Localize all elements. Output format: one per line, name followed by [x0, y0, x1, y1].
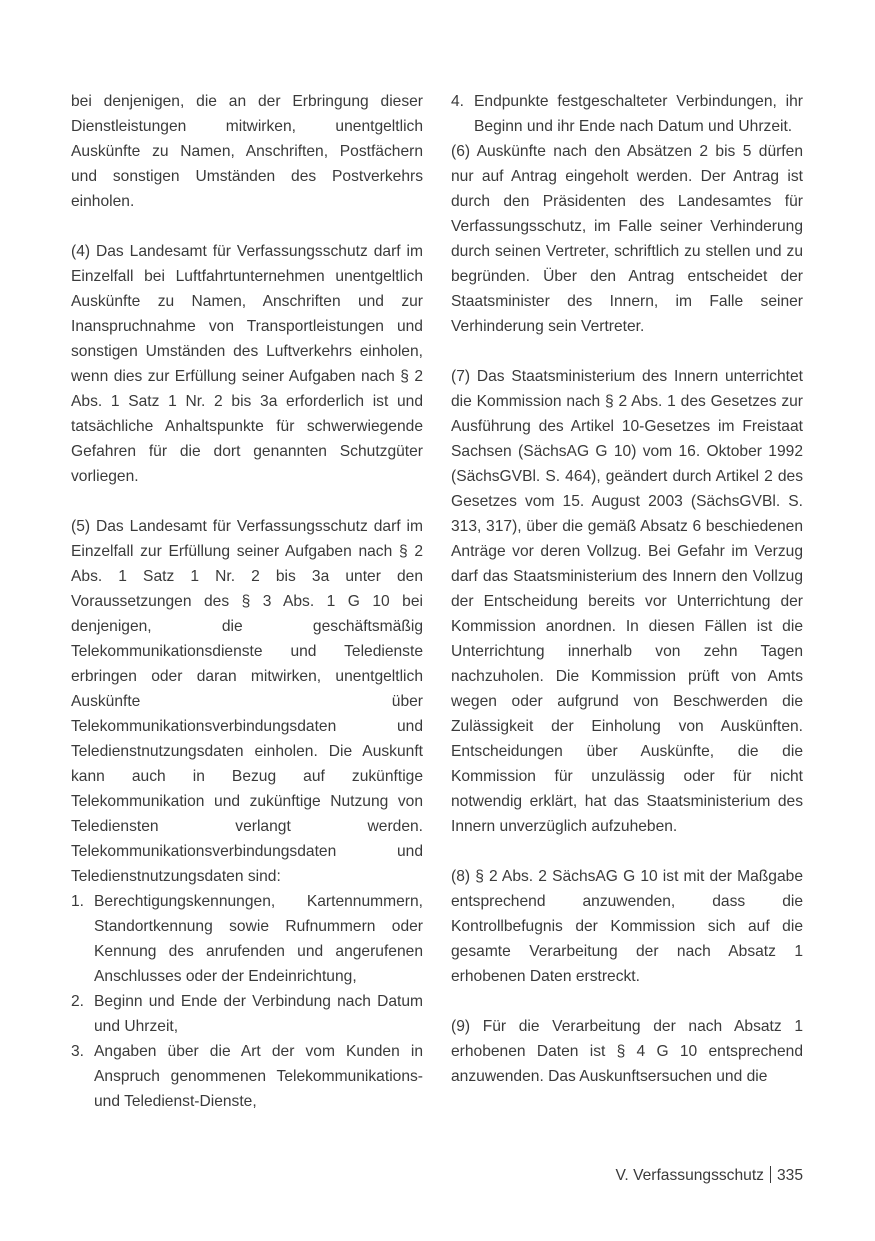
list-item-text: Berechtigungskennungen, Kartennummern, Standortkennung sowie Rufnummern oder Kennung des anrufenden und angerufenen Anschlusses oder der Endeinrichtung, [94, 893, 423, 985]
page-footer [451, 1165, 803, 1187]
left-column [71, 89, 423, 1114]
data-list-right [451, 89, 803, 139]
list-item [451, 89, 803, 139]
list-item-number: 3. [71, 1043, 85, 1060]
paragraph-4: (4) Das Landesamt für Verfassungsschutz darf im Einzelfall bei Luftfahrtunternehmen unentgeltlich Auskünfte zu Namen, Anschriften und zur Inanspruchnahme von Transportleistungen und sonstigen Umständen des Luftverkehrs einholen, wenn dies zur Erfüllung seiner Aufgaben nach § 2 Abs. 1 Satz 1 Nr. 2 bis 3a erforderlich ist und tatsächliche Anhaltspunkte für schwerwiegende Gefahren für die dort genannten Schutzgüter vorliegen. [71, 243, 423, 485]
list-item-text: Endpunkte festgeschalteter Verbindungen, ihr Beginn und ihr Ende nach Datum und Uhrzeit. [474, 93, 803, 135]
list-item-text: Angaben über die Art der vom Kunden in Anspruch genommenen Telekommunikations- und Teledienst-Dienste, [94, 1043, 423, 1110]
paragraph-6: (6) Auskünfte nach den Absätzen 2 bis 5 dürfen nur auf Antrag eingeholt werden. Der Antrag ist durch den Präsidenten des Landesamtes für Verfassungsschutz, im Falle seiner Verhinderung durch seinen Vertreter, schriftlich zu stellen und zu begründen. Über den Antrag entscheidet der Staatsminister des Innern, im Falle seiner Verhinderung sein Vertreter. [451, 143, 803, 335]
right-column [451, 89, 803, 1089]
paragraph-9: (9) Für die Verarbeitung der nach Absatz 1 erhobenen Daten ist § 4 G 10 entsprechend anzuwenden. Das Auskunftsersuchen und die [451, 1018, 803, 1085]
page-number: 335 [776, 1167, 803, 1184]
paragraph-5: (5) Das Landesamt für Verfassungsschutz darf im Einzelfall zur Erfüllung seiner Aufgaben nach § 2 Abs. 1 Satz 1 Nr. 2 bis 3a unter den Voraussetzungen des § 3 Abs. 1 G 10 bei denjenigen, die geschäftsmäßig Telekommunikationsdienste und Teledienste erbringen oder daran mitwirken, unentgeltlich Auskünfte über Telekommunikationsverbindungsdaten und Teledienstnutzungsdaten einholen. Die Auskunft kann auch in Bezug auf zukünftige Telekommunikation und zukünftige Nutzung von Telediensten verlangt werden. Telekommunikationsverbindungsdaten und Teledienstnutzungsdaten sind: [71, 518, 423, 885]
list-item-number: 4. [451, 93, 465, 110]
list-item [71, 1039, 423, 1114]
list-item [71, 989, 423, 1039]
list-item-number: 2. [71, 993, 85, 1010]
footer-divider [770, 1166, 771, 1183]
list-item-number: 1. [71, 893, 85, 910]
footer-section-title: V. Verfassungsschutz [615, 1167, 764, 1184]
list-item [71, 889, 423, 989]
paragraph-7: (7) Das Staatsministerium des Innern unterrichtet die Kommission nach § 2 Abs. 1 des Gesetzes zur Ausführung des Artikel 10-Gesetzes im Freistaat Sachsen (SächsAG G 10) vom 16. Oktober 1992 (SächsGVBl. S. 464), geändert durch Artikel 2 des Gesetzes vom 15. August 2003 (SächsGVBl. S. 313, 317), über die gemäß Absatz 6 beschiedenen Anträge vor deren Vollzug. Bei Gefahr im Verzug darf das Staatsministerium des Innern den Vollzug der Entscheidung bereits vor Unterrichtung der Kommission anordnen. In diesen Fällen ist die Unterrichtung innerhalb von zehn Tagen nachzuholen. Die Kommission prüft von Amts wegen oder aufgrund von Beschwerden die Zulässigkeit der Einholung von Auskünften. Entscheidungen über Auskünfte, die die Kommission für unzulässig oder für nicht notwendig erklärt, hat das Staatsministerium des Innern unverzüglich aufzuheben. [451, 368, 803, 835]
paragraph-8: (8) § 2 Abs. 2 SächsAG G 10 ist mit der Maßgabe entsprechend anzuwenden, dass die Kontrollbefugnis der Kommission sich auf die gesamte Verarbeitung der nach Absatz 1 erhobenen Daten erstreckt. [451, 868, 803, 985]
data-list-left [71, 889, 423, 1114]
paragraph-intro: bei denjenigen, die an der Erbringung dieser Dienstleistungen mitwirken, unentgeltlich Auskünfte zu Namen, Anschriften, Postfächern und sonstigen Umständen des Postverkehrs einholen. [71, 93, 423, 210]
list-item-text: Beginn und Ende der Verbindung nach Datum und Uhrzeit, [94, 993, 423, 1035]
